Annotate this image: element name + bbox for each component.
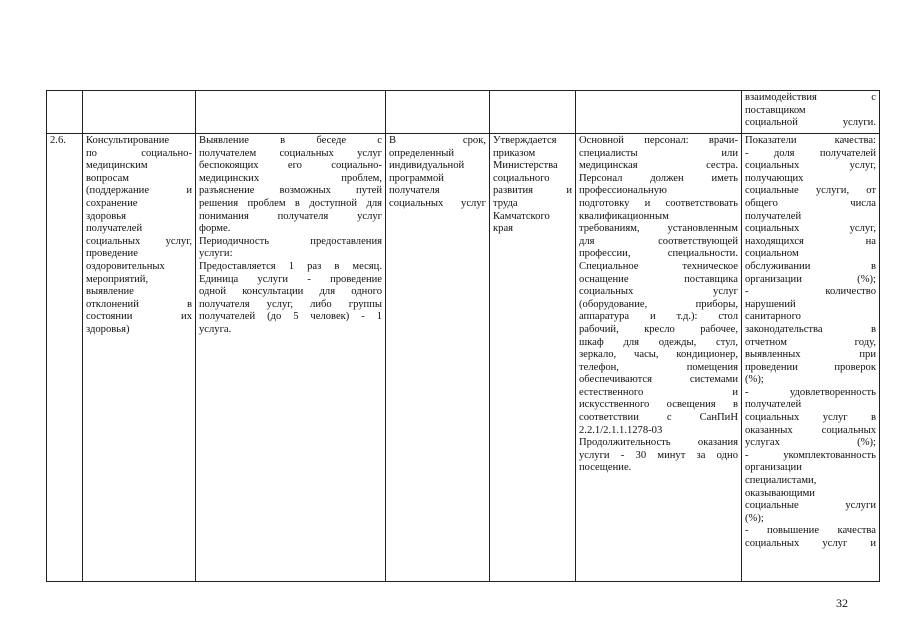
page-number: 32 [836, 596, 848, 610]
cell-quality-cont: взаимодействия с поставщиком социальной услуги. [742, 91, 880, 134]
cell-conditions-cont [576, 91, 742, 134]
cell-conditions: Основной персонал: врачи- специалисты или медицинская сестра. Персонал должен иметь профессиональную подготовку и соответствовать квалификационным требованиям, установленным для соответствующей профессии, специальности. Специальное техническое оснащение поставщика социальных услуг (оборудование, приборы, аппаратура и т.д.): стол рабочий, кресло рабочее, шкаф для одежды, стул, зеркало, часы, кондиционер, телефон, помещения обеспечиваются системами естественного и искусственного освещения в соответствии с СанПиН 2.2.1/2.1.1.1278-03 Продолжительность оказания услуги - 30 минут за одно посещение. [576, 134, 742, 582]
cell-term: В срок, определенный индивидуальной программой получателя социальных услуг [386, 134, 490, 582]
cell-tariff: Утверждается приказом Министерства социального развития и труда Камчатского края [490, 134, 576, 582]
cell-service-name-cont [83, 91, 196, 134]
cell-term-cont [386, 91, 490, 134]
table-row-2-6 [47, 134, 880, 582]
cell-quality: Показатели качества: - доля получателей социальных услуг, получающих социальные услуги, от общего числа получателей социальных услуг, находящихся на социальном обслуживании в организации (%); - количество нарушений санитарного законодательства в отчетном году, выявленных при проведении проверок (%); - удовлетворенность получателей социальных услуг в оказанных социальных услугах (%); - укомплектованность организации специалистами, оказывающими социальные услуги (%); - повышение качества социальных услуг и [742, 134, 880, 582]
cell-tariff-cont [490, 91, 576, 134]
cell-service-name: Консультирование по социально- медицинским вопросам (поддержание и сохранение здоровья получателей социальных услуг, проведение оздоровительных мероприятий, выявление отклонений в состоянии их здоровья) [83, 134, 196, 582]
services-table [46, 90, 880, 582]
cell-description-cont [196, 91, 386, 134]
table-row-continuation [47, 91, 880, 134]
cell-description: Выявление в беседе с получателем социальных услуг беспокоящих его социально- медицинских проблем, разъяснение возможных путей решения проблем в доступной для понимания получателя услуг форме. Периодичность предоставления услуги: Предоставляется 1 раз в месяц. Единица услуги - проведение одной консультации для одного получателя услуг, либо группы получателей (до 5 человек) - 1 услуга. [196, 134, 386, 582]
cell-number-cont [47, 91, 83, 134]
cell-number: 2.6. [47, 134, 83, 582]
